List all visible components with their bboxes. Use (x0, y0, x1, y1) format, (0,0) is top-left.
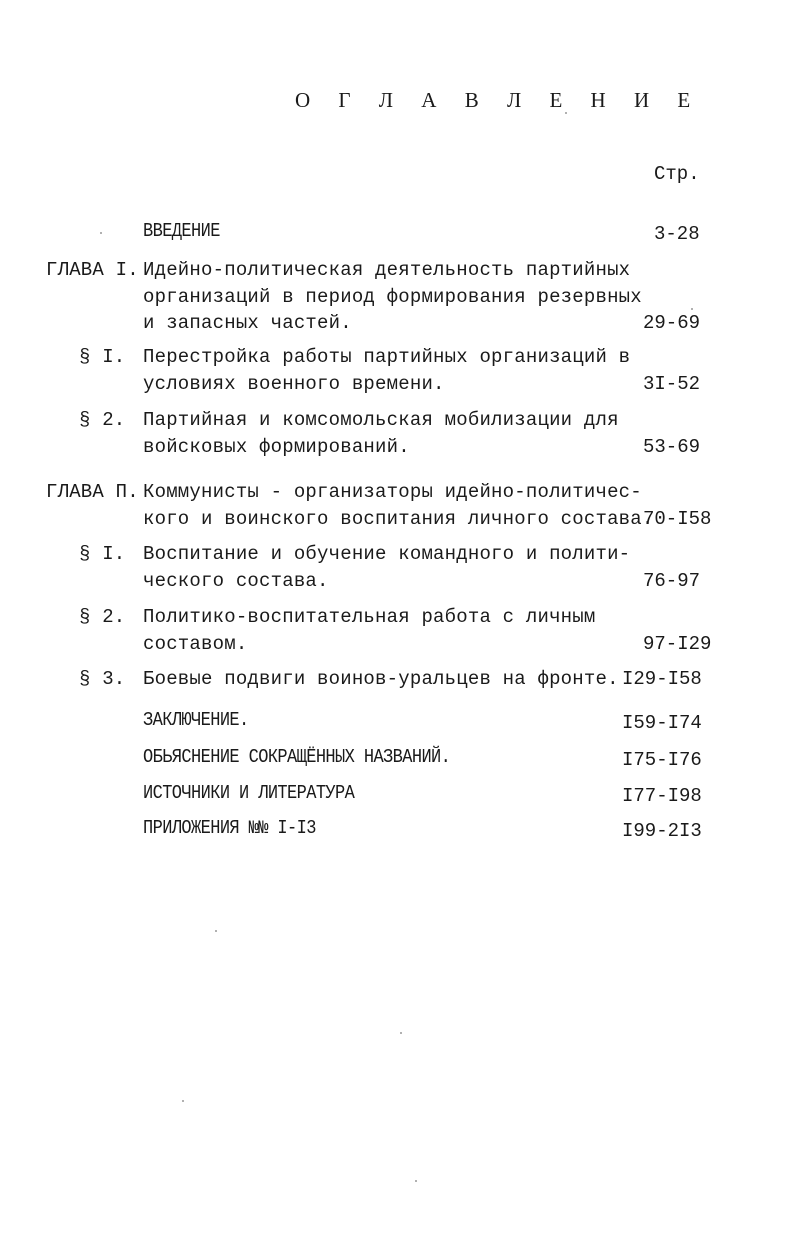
entry-title: ВВЕДЕНИЕ (143, 221, 220, 243)
scan-speck (100, 232, 102, 234)
entry-title: ПРИЛОЖЕНИЯ №№ I-I3 (143, 818, 316, 840)
entry-title-line-1: Политико-воспитательная работа с личным (143, 606, 596, 628)
entry-pages: 53-69 (643, 436, 701, 458)
entry-title: ОБЬЯСНЕНИЕ СОКРАЩЁННЫХ НАЗВАНИЙ. (143, 747, 451, 769)
entry-label: § 2. (79, 606, 126, 628)
document-title: О Г Л А В Л Е Н И Е (295, 88, 702, 112)
scan-speck (565, 112, 567, 114)
entry-title-line-2: кого и воинского воспитания личного состава. (143, 508, 654, 530)
scan-speck (415, 1180, 417, 1182)
scan-speck (400, 1032, 402, 1034)
entry-pages: I29-I58 (622, 668, 702, 690)
entry-title-line-1: Боевые подвиги воинов-уральцев на фронте. (143, 668, 619, 690)
entry-title-line-3: и запасных частей. (143, 312, 352, 334)
entry-pages: 29-69 (643, 312, 701, 334)
entry-pages: I99-2I3 (622, 820, 702, 842)
entry-pages: I77-I98 (622, 785, 702, 807)
entry-title-line-2: ческого состава. (143, 570, 329, 592)
entry-pages: I59-I74 (622, 712, 702, 734)
entry-title-line-2: составом. (143, 633, 248, 655)
entry-label: ГЛАВА П. (46, 481, 139, 503)
page-column-header: Стр. (654, 163, 700, 185)
entry-label: § I. (79, 543, 126, 565)
scan-speck (182, 1100, 184, 1102)
entry-title-line-1: Воспитание и обучение командного и полити- (143, 543, 631, 565)
entry-pages: I75-I76 (622, 749, 702, 771)
entry-pages: 97-I29 (643, 633, 712, 655)
entry-title-line-1: Перестройка работы партийных организаций в (143, 346, 631, 368)
entry-label: § I. (79, 346, 126, 368)
entry-title-line-1: Идейно-политическая деятельность партийных (143, 259, 631, 281)
entry-title-line-1: Коммунисты - организаторы идейно-политичес- (143, 481, 642, 503)
entry-title-line-2: условиях военного времени. (143, 373, 445, 395)
entry-title-line-1: Партийная и комсомольская мобилизации для (143, 409, 619, 431)
entry-pages: 3I-52 (643, 373, 701, 395)
entry-label: ГЛАВА I. (46, 259, 139, 281)
scan-speck (691, 308, 693, 310)
entry-title-line-2: организаций в период формирования резервных (143, 286, 642, 308)
entry-label: § 3. (79, 668, 126, 690)
entry-label: § 2. (79, 409, 126, 431)
entry-title: ЗАКЛЮЧЕНИЕ. (143, 710, 249, 732)
entry-title-line-2: войсковых формирований. (143, 436, 410, 458)
entry-pages: 3-28 (654, 223, 700, 245)
entry-pages: 70-I58 (643, 508, 712, 530)
entry-pages: 76-97 (643, 570, 701, 592)
scan-speck (215, 930, 217, 932)
entry-title: ИСТОЧНИКИ И ЛИТЕРАТУРА (143, 783, 355, 805)
